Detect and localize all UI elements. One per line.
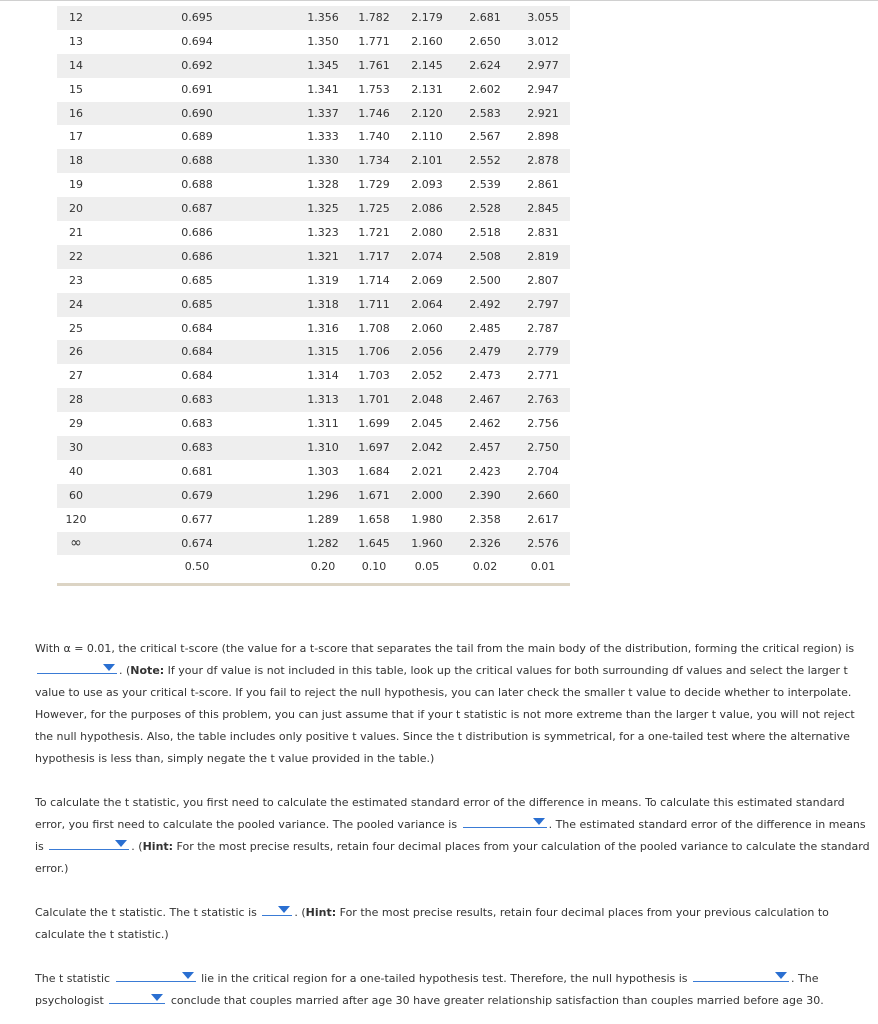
table-cell: 1.645 <box>358 536 390 550</box>
critical-t-dropdown[interactable] <box>37 661 117 674</box>
table-cell: 3.055 <box>527 11 559 24</box>
table-cell: 1.356 <box>307 11 339 24</box>
table-cell: 2.479 <box>469 345 501 359</box>
table-cell: 0.690 <box>181 106 213 120</box>
p3-text-c: For the most precise results, retain four decimal places from your previous calculation to calculate the t statistic.) <box>35 906 829 941</box>
table-cell: 2.861 <box>527 178 559 192</box>
table-cell: 2.602 <box>469 82 501 96</box>
table-cell: 1.746 <box>358 106 390 120</box>
df-cell: 20 <box>69 202 83 216</box>
table-cell: 2.779 <box>527 345 559 359</box>
t-distribution-table <box>57 6 570 579</box>
table-row <box>57 6 570 30</box>
df-cell: 21 <box>69 226 83 240</box>
caret-down-icon <box>115 840 127 847</box>
table-cell: 2.000 <box>411 488 443 502</box>
table-cell: 1.729 <box>358 178 390 192</box>
table-cell: 2.492 <box>469 297 501 311</box>
caret-down-icon <box>278 906 290 913</box>
table-cell: 1.289 <box>307 512 339 526</box>
table-cell: 2.042 <box>411 441 443 455</box>
table-cell: 2.358 <box>469 512 501 526</box>
pooled-variance-dropdown[interactable] <box>463 815 547 828</box>
table-cell: 2.650 <box>469 34 501 48</box>
table-cell: 2.552 <box>469 154 501 168</box>
p2-text-d: For the most precise results, retain four decimal places from your calculation of the pooled variance to calculate the standard error.) <box>35 840 870 875</box>
table-cell: 1.328 <box>307 178 339 192</box>
table-cell: 2.086 <box>411 202 443 216</box>
conclusion-paragraph <box>35 968 875 1012</box>
p4-text-c: . The psychologist <box>35 972 819 1007</box>
table-cell: 2.069 <box>411 273 443 287</box>
table-cell: 0.687 <box>181 202 213 216</box>
caret-down-icon <box>775 972 787 979</box>
table-cell: 1.314 <box>307 369 339 383</box>
table-cell: 1.753 <box>358 82 390 96</box>
table-cell: 2.681 <box>469 11 501 24</box>
table-row <box>57 54 570 78</box>
table-cell: 0.688 <box>181 154 213 168</box>
table-cell: 0.01 <box>530 560 556 574</box>
df-cell: 25 <box>69 321 83 335</box>
table-cell: 2.624 <box>469 58 501 72</box>
table-cell: 2.921 <box>527 106 559 120</box>
table-cell: 1.714 <box>358 273 390 287</box>
table-cell: 2.048 <box>411 393 443 407</box>
df-cell: 40 <box>69 464 83 478</box>
df-cell: 18 <box>69 154 83 168</box>
p1-text-b: . ( <box>119 664 131 677</box>
caret-down-icon <box>182 972 194 979</box>
table-cell: 2.539 <box>469 178 501 192</box>
table-cell: 1.980 <box>411 512 443 526</box>
table-cell: 0.688 <box>181 178 213 192</box>
table-cell: 1.708 <box>358 321 390 335</box>
df-cell: 22 <box>69 249 83 263</box>
table-cell: 1.734 <box>358 154 390 168</box>
top-divider <box>0 0 878 5</box>
table-cell: 0.692 <box>181 58 213 72</box>
table-cell: 2.763 <box>527 393 559 407</box>
table-row <box>57 197 570 221</box>
table-cell: 2.756 <box>527 417 559 431</box>
df-cell: 19 <box>69 178 83 192</box>
hint-label: Hint: <box>305 906 337 919</box>
table-cell: 2.485 <box>469 321 501 335</box>
table-cell: 2.819 <box>527 249 559 263</box>
table-cell: 0.683 <box>181 393 213 407</box>
p3-text-a: Calculate the t statistic. The t statistic is <box>35 906 257 919</box>
table-cell: 1.303 <box>307 464 339 478</box>
standard-error-dropdown[interactable] <box>49 837 129 850</box>
table-cell: 2.120 <box>411 106 443 120</box>
table-cell: 2.080 <box>411 226 443 240</box>
table-cell: 0.683 <box>181 441 213 455</box>
table-cell: 1.323 <box>307 226 339 240</box>
df-cell: 27 <box>69 369 83 383</box>
df-cell: 28 <box>69 393 83 407</box>
p4-text-a: The t statistic <box>35 972 111 985</box>
df-cell: 12 <box>69 11 83 24</box>
table-cell: 1.703 <box>358 369 390 383</box>
table-cell: 2.131 <box>411 82 443 96</box>
table-cell: 0.685 <box>181 297 213 311</box>
t-statistic-dropdown[interactable] <box>262 903 292 916</box>
table-cell: 2.473 <box>469 369 501 383</box>
df-cell: 30 <box>69 441 83 455</box>
table-cell: 1.761 <box>358 58 390 72</box>
p3-text-b: . ( <box>294 906 306 919</box>
table-cell: 0.691 <box>181 82 213 96</box>
table-cell: 2.064 <box>411 297 443 311</box>
table-cell: 2.021 <box>411 464 443 478</box>
table-cell: 2.145 <box>411 58 443 72</box>
table-cell: 1.350 <box>307 34 339 48</box>
p4-text-b: lie in the critical region for a one-tailed hypothesis test. Therefore, the null hypothesis is <box>201 972 688 985</box>
p2-text-a: To calculate the t statistic, you first need to calculate the estimated standard error of the difference in means. To calculate this estimated standard error, you first need to calculate the pooled variance. The pooled variance is <box>35 796 845 831</box>
p1-text-c: If your df value is not included in this table, look up the critical values for both surrounding df values and select the larger t value to use as your critical t-score. If you fail to reject the null hypothesis, you can later check the smaller t value to decide whether to interpolate. However, for the purposes of this problem, you can just assume that if your t statistic is not more extreme than the larger t value, you will not reject the null hypothesis. Also, the table includes only positive t values. Since the t distribution is symmetrical, for a one-tailed test where the alternative hypothesis is less than, simply negate the t value provided in the table.) <box>35 664 855 765</box>
table-cell: 1.310 <box>307 441 339 455</box>
p4-text-d: conclude that couples married after age 30 have greater relationship satisfaction than couples married before age 30. <box>170 994 824 1007</box>
table-cell: 0.20 <box>310 560 336 574</box>
table-cell: 2.390 <box>469 488 501 502</box>
table-cell: 1.330 <box>307 154 339 168</box>
table-cell: 0.05 <box>414 560 440 574</box>
table-cell: 1.313 <box>307 393 339 407</box>
conclusion-dropdown[interactable] <box>109 991 165 1004</box>
df-cell: 23 <box>69 273 83 287</box>
table-cell: 0.677 <box>181 512 213 526</box>
table-row <box>57 221 570 245</box>
table-cell: 1.337 <box>307 106 339 120</box>
p2-text-c: . ( <box>131 840 143 853</box>
table-row <box>57 173 570 197</box>
table-cell: 1.725 <box>358 202 390 216</box>
table-row <box>57 125 570 149</box>
table-cell: 2.807 <box>527 273 559 287</box>
table-cell: 1.315 <box>307 345 339 359</box>
table-cell: 1.697 <box>358 441 390 455</box>
table-cell: 1.319 <box>307 273 339 287</box>
critical-region-dropdown[interactable] <box>116 969 196 982</box>
null-hypothesis-dropdown[interactable] <box>693 969 789 982</box>
table-cell: 2.898 <box>527 130 559 144</box>
table-cell: 2.771 <box>527 369 559 383</box>
table-row <box>57 532 570 556</box>
table-cell: 0.674 <box>181 536 213 550</box>
table-row <box>57 555 570 579</box>
table-cell: 2.326 <box>469 536 501 550</box>
table-cell: 2.045 <box>411 417 443 431</box>
table-row <box>57 340 570 364</box>
df-cell: 17 <box>69 130 83 144</box>
table-cell: 2.617 <box>527 512 559 526</box>
table-cell: 2.457 <box>469 441 501 455</box>
standard-error-paragraph <box>35 792 875 880</box>
table-cell: 2.947 <box>527 82 559 96</box>
table-row <box>57 269 570 293</box>
caret-down-icon <box>103 664 115 671</box>
table-cell: 2.878 <box>527 154 559 168</box>
table-cell: 1.296 <box>307 488 339 502</box>
table-cell: 1.341 <box>307 82 339 96</box>
table-cell: 0.681 <box>181 464 213 478</box>
hint-label: Hint: <box>142 840 174 853</box>
table-cell: 2.508 <box>469 249 501 263</box>
table-cell: 1.345 <box>307 58 339 72</box>
table-cell: 1.701 <box>358 393 390 407</box>
table-cell: 2.831 <box>527 226 559 240</box>
table-cell: 0.50 <box>184 560 210 574</box>
p2-text-b: . The estimated standard error of the difference in means is <box>35 818 866 853</box>
table-cell: 1.782 <box>358 11 390 24</box>
table-cell: 1.706 <box>358 345 390 359</box>
table-cell: 1.771 <box>358 34 390 48</box>
table-row <box>57 460 570 484</box>
table-row <box>57 412 570 436</box>
df-cell: 14 <box>69 58 83 72</box>
table-cell: 1.721 <box>358 226 390 240</box>
t-statistic-paragraph <box>35 902 875 946</box>
table-cell: 0.686 <box>181 226 213 240</box>
table-cell: 0.685 <box>181 273 213 287</box>
table-row <box>57 102 570 126</box>
df-cell: 29 <box>69 417 83 431</box>
table-row <box>57 78 570 102</box>
table-cell: 0.02 <box>472 560 498 574</box>
table-row <box>57 30 570 54</box>
table-cell: 2.110 <box>411 130 443 144</box>
table-cell: 0.679 <box>181 488 213 502</box>
table-cell: 2.660 <box>527 488 559 502</box>
table-cell: 2.052 <box>411 369 443 383</box>
table-cell: 1.282 <box>307 536 339 550</box>
table-cell: 2.462 <box>469 417 501 431</box>
table-cell: 2.060 <box>411 321 443 335</box>
table-cell: 2.797 <box>527 297 559 311</box>
table-cell: 1.325 <box>307 202 339 216</box>
table-cell: 0.689 <box>181 130 213 144</box>
table-cell: 2.101 <box>411 154 443 168</box>
caret-down-icon <box>151 994 163 1001</box>
table-cell: 2.845 <box>527 202 559 216</box>
table-cell: 2.518 <box>469 226 501 240</box>
table-cell: 2.528 <box>469 202 501 216</box>
table-cell: 0.10 <box>361 560 387 574</box>
table-cell: 2.567 <box>469 130 501 144</box>
table-cell: 0.686 <box>181 249 213 263</box>
df-cell: 13 <box>69 34 83 48</box>
table-cell: 0.695 <box>181 11 213 24</box>
table-row <box>57 484 570 508</box>
table-cell: 0.683 <box>181 417 213 431</box>
df-cell: 60 <box>69 488 83 502</box>
table-cell: 1.671 <box>358 488 390 502</box>
table-row <box>57 436 570 460</box>
table-cell: 2.179 <box>411 11 443 24</box>
table-cell: 2.583 <box>469 106 501 120</box>
table-cell: 1.316 <box>307 321 339 335</box>
table-cell: 1.318 <box>307 297 339 311</box>
table-cell: 2.056 <box>411 345 443 359</box>
df-cell: 26 <box>69 345 83 359</box>
df-cell: ∞ <box>70 534 82 551</box>
table-cell: 1.717 <box>358 249 390 263</box>
table-cell: 2.074 <box>411 249 443 263</box>
table-cell: 3.012 <box>527 34 559 48</box>
table-cell: 2.576 <box>527 536 559 550</box>
table-row <box>57 245 570 269</box>
table-bottom-rule <box>57 583 570 586</box>
table-row <box>57 508 570 532</box>
note-label: Note: <box>130 664 165 677</box>
table-cell: 1.311 <box>307 417 339 431</box>
df-cell: 16 <box>69 106 83 120</box>
table-cell: 0.684 <box>181 321 213 335</box>
table-cell: 1.740 <box>358 130 390 144</box>
table-cell: 1.711 <box>358 297 390 311</box>
table-cell: 1.699 <box>358 417 390 431</box>
df-cell: 120 <box>65 512 87 526</box>
table-cell: 1.321 <box>307 249 339 263</box>
table-cell: 2.093 <box>411 178 443 192</box>
table-cell: 2.423 <box>469 464 501 478</box>
table-cell: 2.977 <box>527 58 559 72</box>
table-cell: 2.160 <box>411 34 443 48</box>
table-cell: 2.500 <box>469 273 501 287</box>
table-cell: 1.684 <box>358 464 390 478</box>
table-cell: 1.333 <box>307 130 339 144</box>
table-cell: 2.787 <box>527 321 559 335</box>
table-row <box>57 317 570 341</box>
table-row <box>57 364 570 388</box>
caret-down-icon <box>533 818 545 825</box>
critical-value-paragraph <box>35 638 875 770</box>
table-cell: 1.658 <box>358 512 390 526</box>
table-cell: 0.684 <box>181 369 213 383</box>
table-cell: 0.694 <box>181 34 213 48</box>
table-cell: 2.704 <box>527 464 559 478</box>
table-row <box>57 388 570 412</box>
table-row <box>57 293 570 317</box>
df-cell: 15 <box>69 82 83 96</box>
table-cell: 1.960 <box>411 536 443 550</box>
table-row <box>57 149 570 173</box>
table-cell: 2.750 <box>527 441 559 455</box>
p1-text-a: With α = 0.01, the critical t-score (the value for a t-score that separates the tail from the main body of the distribution, forming the critical region) is <box>35 642 855 655</box>
table-cell: 2.467 <box>469 393 501 407</box>
df-cell: 24 <box>69 297 83 311</box>
table-cell: 0.684 <box>181 345 213 359</box>
